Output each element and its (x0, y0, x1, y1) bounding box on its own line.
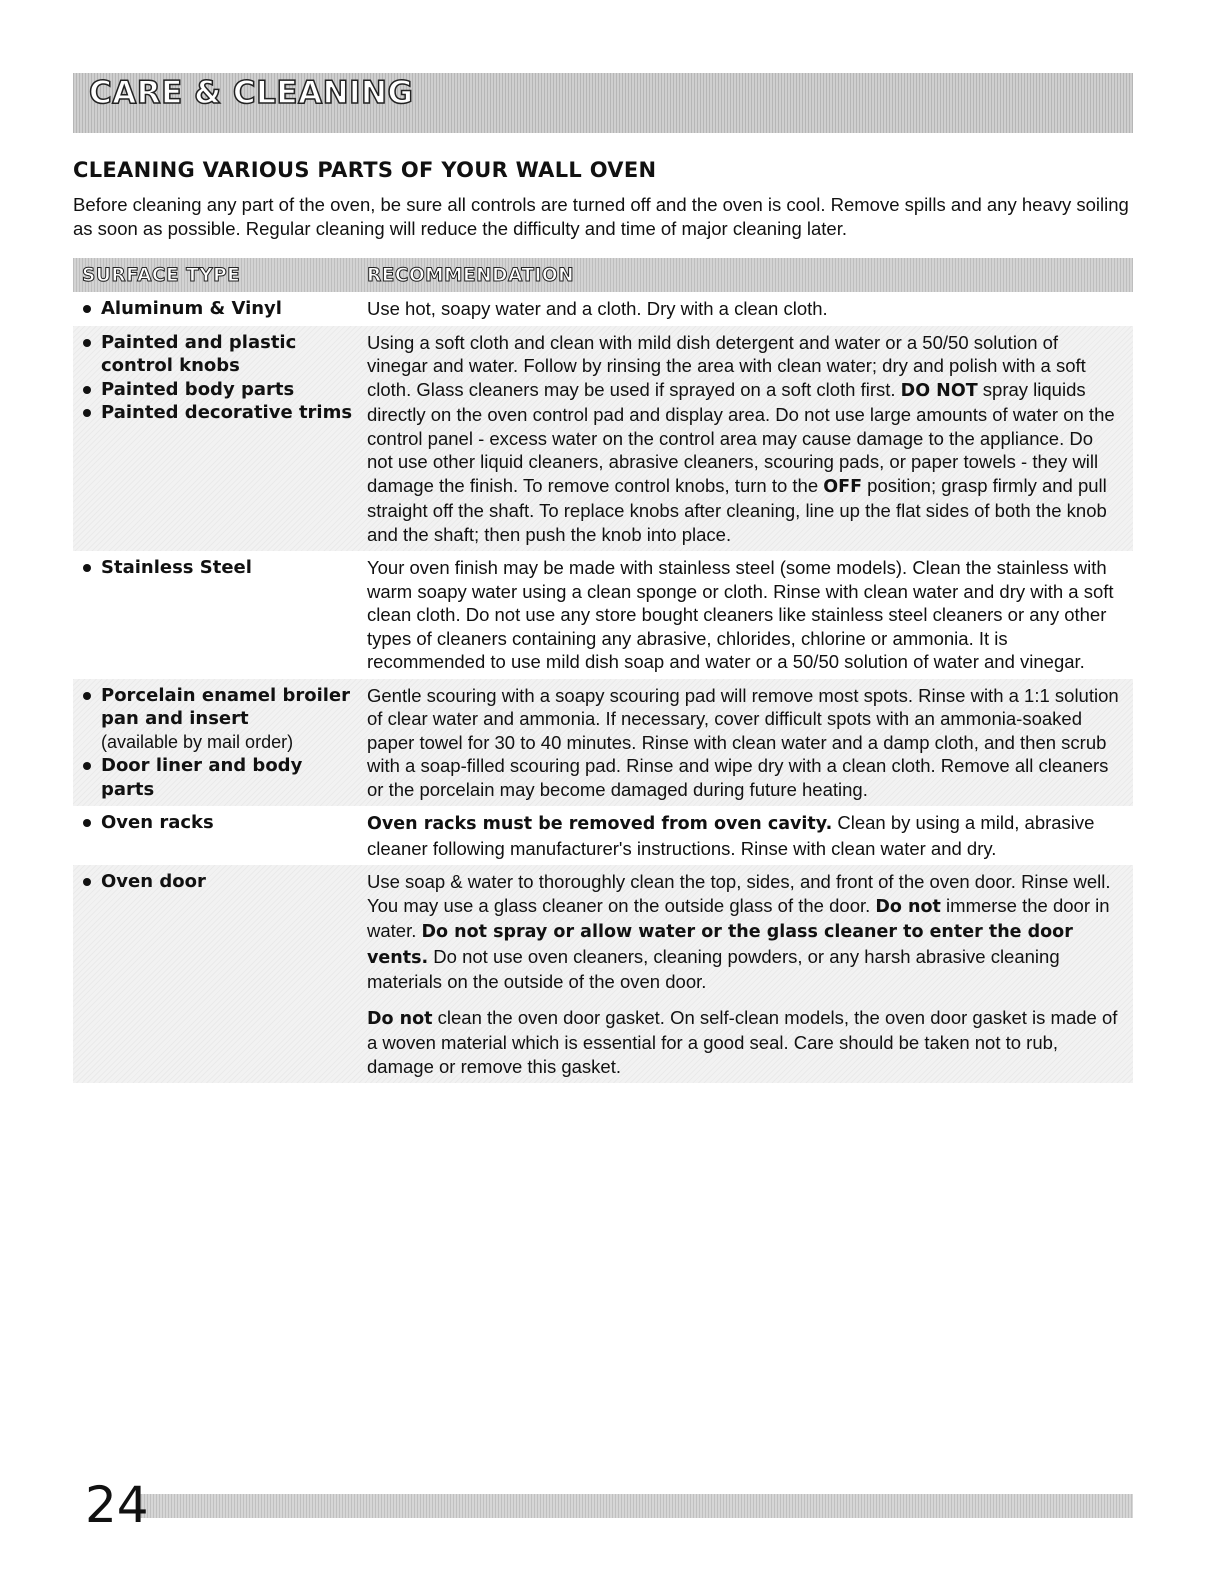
surface-item (83, 401, 361, 425)
bullet-icon (83, 409, 91, 417)
surface-label: Stainless Steel (101, 557, 252, 578)
surface-item (83, 870, 361, 894)
recommendation-text: clean the oven door gasket. On self-clean models, the oven door gasket is made of a woven material which is essential for a good seal. Care should be taken not to rub, damage or remove this gasket. (367, 1006, 1118, 1077)
recommendation-cell (367, 806, 1133, 865)
recommendation-paragraph (367, 556, 1121, 674)
column-header-surface-type: SURFACE TYPE (73, 258, 367, 292)
recommendation-text: Use hot, soapy water and a cloth. Dry with a clean cloth. (367, 298, 828, 319)
recommendation-cell (367, 292, 1133, 326)
surface-note: (available by mail order) (101, 731, 294, 752)
surface-type-cell (73, 326, 367, 552)
section-heading: CLEANING VARIOUS PARTS OF YOUR WALL OVEN (73, 158, 657, 182)
surface-type-cell (73, 551, 367, 679)
emphasis-text: Oven racks must be removed from oven cavity. (367, 814, 833, 834)
surface-label: Door liner and body parts (101, 755, 303, 800)
table-row (73, 865, 1133, 1083)
surface-item (83, 754, 361, 801)
bullet-icon (83, 564, 91, 572)
emphasis-text: Do not (875, 896, 941, 917)
recommendation-cell (367, 551, 1133, 679)
recommendation-cell (367, 326, 1133, 552)
recommendation-paragraph (367, 331, 1121, 547)
surface-item (83, 684, 361, 731)
page-number: 24 (85, 1476, 149, 1534)
bullet-icon (83, 878, 91, 886)
recommendation-cell (367, 679, 1133, 807)
surface-label: Painted and plastic control knobs (101, 331, 297, 376)
recommendation-cell (367, 865, 1133, 1083)
recommendation-text: Gentle scouring with a soapy scouring pad will remove most spots. Rinse with a 1:1 solution of clear water and ammonia. If necessary, cover difficult spots with an ammonia-soaked paper towel for 30 to 40 minutes. Rinse with clean water and a damp cloth, and then scrub with a soap-filled scouring pad. Rinse and wipe dry with a clean cloth. Remove all cleaners or the porcelain may become damaged during future heating. (367, 684, 1119, 800)
surface-label: Aluminum & Vinyl (101, 298, 282, 319)
surface-label: Oven door (101, 871, 206, 892)
recommendation-text: Clean by using a mild, abrasive cleaner following manufacturer's instructions. Rinse with clean water and dry. (367, 812, 1095, 859)
emphasis-text: DO NOT (900, 380, 978, 401)
recommendation-paragraph (367, 1006, 1121, 1079)
bullet-icon (83, 305, 91, 313)
table-body (73, 292, 1133, 1083)
recommendation-paragraph (367, 297, 1121, 321)
surface-type-cell (73, 679, 367, 807)
surface-label: Painted body parts (101, 378, 295, 400)
table-row (73, 551, 1133, 679)
recommendation-paragraph (367, 684, 1121, 802)
emphasis-text: Do not spray or allow water or the glass cleaner to enter the door vents. (367, 922, 1073, 968)
surface-item (83, 378, 361, 402)
recommendation-text: position; grasp firmly and pull straight off the shaft. To replace knobs after cleaning, line up the flat sides of both the knob and the shaft; then push the knob into place. (367, 474, 1107, 545)
table-row (73, 326, 1133, 552)
intro-paragraph: Before cleaning any part of the oven, be sure all controls are turned off and the oven is cool. Remove spills and any heavy soiling as soon as possible. Regular cleaning will reduce the difficulty and time of major cleaning later. (73, 194, 1129, 239)
surface-item (83, 297, 361, 321)
table-row (73, 292, 1133, 326)
surface-type-cell (73, 865, 367, 1083)
recommendation-text: immerse the door in water. (367, 894, 1110, 941)
table-row (73, 806, 1133, 865)
surface-item (83, 331, 361, 378)
surface-type-cell (73, 806, 367, 865)
recommendation-text: Using a soft cloth and clean with mild dish detergent and water or a 50/50 solution of vinegar and water. Follow by rinsing the area with clean water; dry and polish with a soft cloth. Glass cleaners may be used if sprayed on a soft cloth first. (367, 331, 1086, 400)
bullet-icon (83, 339, 91, 347)
recommendation-text: Your oven finish may be made with stainless steel (some models). Clean the stainless with warm soapy water using a clean sponge or cloth. Rinse with clean water and dry with a soft clean cloth. Do not use any store bought cleaners like stainless steel cleaners or any other types of cleaners containing any abrasive, chlorides, chlorine or ammonia. It is recommended to use mild dish soap and water or a 50/50 solution of water and vinegar. (367, 557, 1114, 672)
cleaning-table (73, 258, 1133, 1083)
recommendation-text: Use soap & water to thoroughly clean the top, sides, and front of the oven door. Rinse well. You may use a glass cleaner on the outside glass of the door. (367, 871, 1111, 916)
surface-label: Oven racks (101, 812, 214, 833)
footer-bar (138, 1494, 1133, 1518)
surface-label: Painted decorative trims (101, 402, 353, 423)
bullet-icon (83, 762, 91, 770)
table-header-row (73, 258, 1133, 292)
table-row (73, 679, 1133, 807)
column-header-recommendation: RECOMMENDATION (367, 258, 1133, 292)
surface-type-cell (73, 292, 367, 326)
surface-item (83, 811, 361, 835)
recommendation-paragraph (367, 811, 1121, 860)
bullet-icon (83, 386, 91, 394)
recommendation-text: Do not use oven cleaners, cleaning powders, or any harsh abrasive cleaning materials on the outside of the oven door. (367, 945, 1060, 992)
recommendation-text: spray liquids directly on the oven control pad and display area. Do not use large amounts of water on the control panel - excess water on the control area may cause damage to the appliance. Do not use other liquid cleaners, abrasive cleaners, scouring pads, or paper towels - they will damage the finish. To remove control knobs, turn to the (367, 378, 1115, 496)
surface-label: Porcelain enamel broiler pan and insert (101, 684, 351, 729)
emphasis-text: Do not (367, 1008, 433, 1029)
bullet-icon (83, 819, 91, 827)
banner-title: CARE & CLEANING (89, 75, 414, 111)
bullet-icon (83, 692, 91, 700)
emphasis-text: OFF (823, 476, 863, 497)
header-banner (73, 73, 1133, 133)
surface-item (83, 556, 361, 580)
recommendation-paragraph (367, 870, 1121, 994)
